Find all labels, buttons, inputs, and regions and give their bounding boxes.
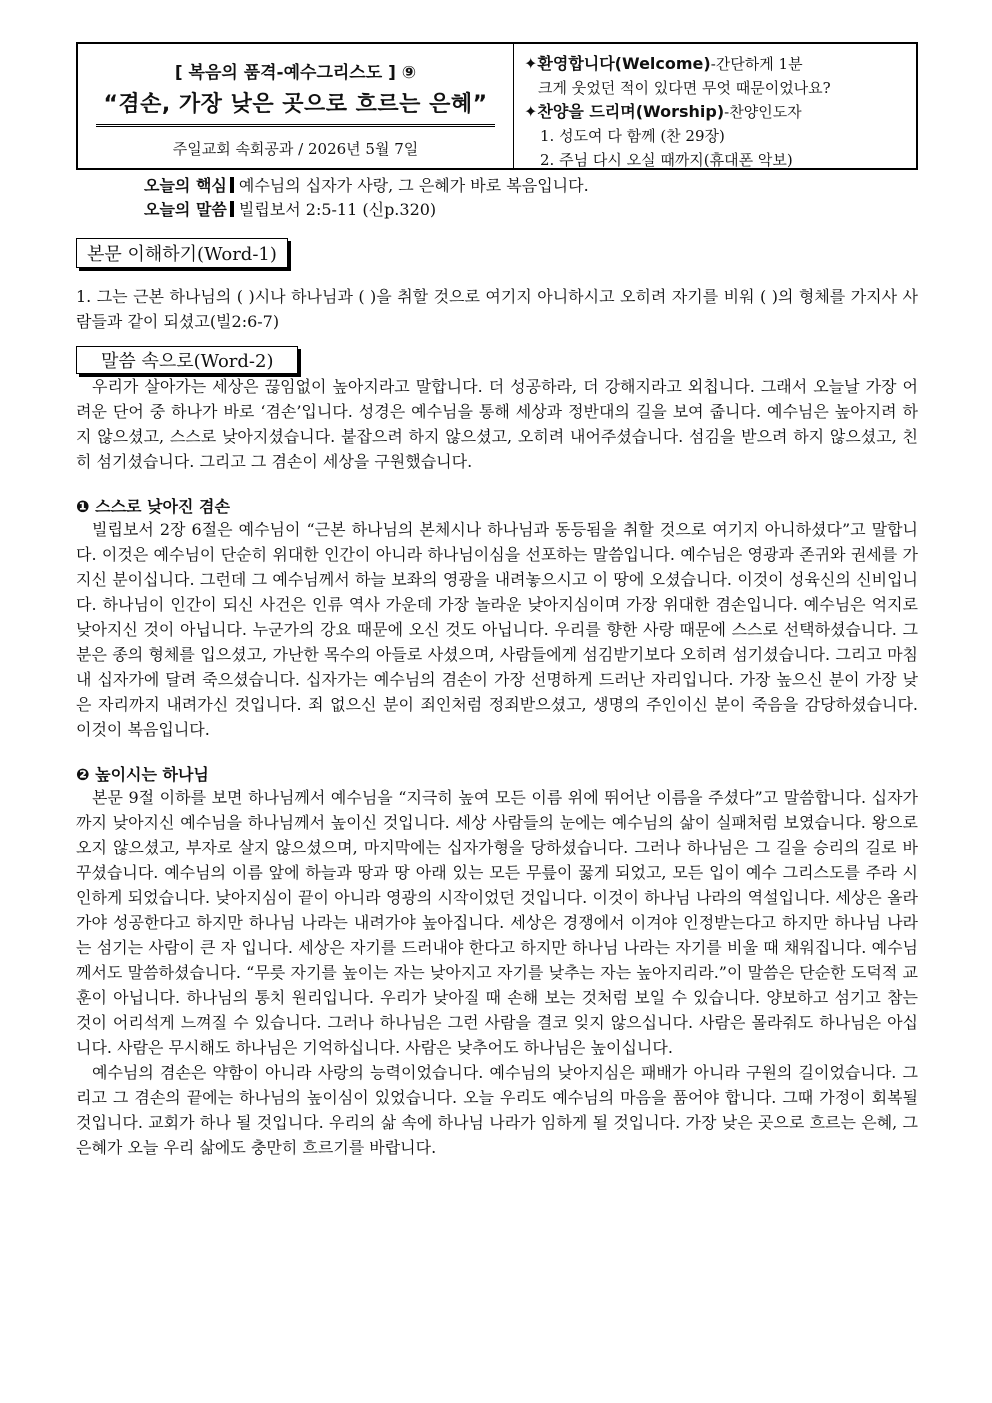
worship-line bbox=[524, 100, 916, 124]
section1-question: 1. 그는 근본 하나님의 ( )시나 하나님과 ( )을 취할 것으로 여기지 아니하시고 오히려 자기를 비워 ( )의 형체를 가지사 사람들과 같이 되셨고(빌2:6-7) bbox=[76, 287, 918, 331]
word-line bbox=[144, 198, 918, 222]
title-divider bbox=[96, 124, 495, 130]
header-box bbox=[76, 42, 918, 170]
worship-label: ✦찬양을 드리며(Worship) bbox=[524, 102, 725, 121]
word-text: 빌립보서 2:5-11 (신p.320) bbox=[238, 200, 437, 219]
section1-title: 본문 이해하기(Word-1) bbox=[76, 238, 288, 268]
point1-title: ❶ 스스로 낮아진 겸손 bbox=[76, 497, 230, 516]
lesson-title: “겸손, 가장 낮은 곳으로 흐르는 은혜” bbox=[103, 92, 488, 117]
point2-title: ❷ 높이시는 하나님 bbox=[76, 765, 209, 784]
lesson-page bbox=[76, 42, 918, 1160]
welcome-line bbox=[524, 52, 916, 76]
core-text: 예수님의 십자가 사랑, 그 은혜가 바로 복음입니다. bbox=[238, 176, 589, 195]
bar-marker bbox=[230, 177, 234, 193]
core-line bbox=[144, 174, 918, 198]
worship-sub: -찬양인도자 bbox=[724, 103, 802, 121]
section2-title: 말씀 속으로(Word-2) bbox=[76, 346, 298, 374]
header-program bbox=[514, 44, 916, 168]
core-summary bbox=[144, 174, 918, 222]
lesson-info: 주일교회 속회공과 / 2026년 5월 7일 bbox=[172, 140, 419, 158]
point1-paragraph: 빌립보서 2장 6절은 예수님이 “근본 하나님의 본체시나 하나님과 동등됨을 취할 것으로 여기지 아니하셨다”고 말합니다. 이것은 예수님이 단순히 위대한 인간이 아니라 하나님이심을 선포하는 말씀입니다. 예수님은 영광과 존귀와 권세를 가지신 분이십니다. 그런데 그 예수님께서 하늘 보좌의 영광을 내려놓으시고 이 땅에 오셨습니다. 이것이 성육신의 신비입니다. 하나님이 인간이 되신 사건은 인류 역사 가운데 가장 놀라운 낮아지심이며 가장 위대한 겸손입니다. 예수님은 억지로 낮아지신 것이 아닙니다. 누군가의 강요 때문에 오신 것도 아닙니다. 우리를 향한 사랑 때문에 스스로 선택하셨습니다. 그분은 종의 형체를 입으셨고, 가난한 목수의 아들로 사셨으며, 사람들에게 섬김받기보다 오히려 섬기셨습니다. 그리고 마침내 십자가에 달려 죽으셨습니다. 십자가는 예수님의 겸손이 가장 선명하게 드러난 자리입니다. 가장 높으신 분이 가장 낮은 자리까지 내려가신 것입니다. 죄 없으신 분이 죄인처럼 정죄받으셨고, 생명의 주인이신 분이 죽음을 감당하셨습니다. 이것이 복음입니다. bbox=[76, 520, 918, 739]
series-title: [ 복음의 품격-예수그리스도 ] ⑨ bbox=[174, 63, 417, 83]
conclusion-paragraph: 예수님의 겸손은 약함이 아니라 사랑의 능력이었습니다. 예수님의 낮아지심은 패배가 아니라 구원의 길이었습니다. 그리고 그 겸손의 끝에는 하나님의 높이심이 있었습니다. 오늘 우리도 예수님의 마음을 품어야 합니다. 그때 가정이 회복될 것입니다. 교회가 하나 될 것입니다. 우리의 삶 속에 하나님 나라가 임하게 될 것입니다. 가장 낮은 곳으로 흐르는 은혜, 그 은혜가 오늘 우리 삶에도 충만히 흐르기를 바랍니다. bbox=[76, 1063, 918, 1157]
welcome-label: ✦환영합니다(Welcome) bbox=[524, 54, 711, 73]
welcome-sub: -간단하게 1분 bbox=[710, 55, 803, 73]
word-label: 오늘의 말씀 bbox=[144, 200, 227, 219]
welcome-question: 크게 웃었던 적이 있다면 무엇 때문이었나요? bbox=[538, 79, 831, 97]
header-title-area bbox=[78, 44, 514, 168]
song-item: 2. 주님 다시 오실 때까지(휴대폰 악보) bbox=[540, 151, 793, 169]
point2-paragraph: 본문 9절 이하를 보면 하나님께서 예수님을 “지극히 높여 모든 이름 위에 뛰어난 이름을 주셨다”고 말씀합니다. 십자가까지 낮아지신 예수님을 하나님께서 높이신 것입니다. 세상 사람들의 눈에는 예수님의 삶이 실패처럼 보였습니다. 왕으로 오지 않으셨고, 부자로 살지 않으셨으며, 마지막에는 십자가형을 당하셨습니다. 그러나 하나님은 그 길을 승리의 길로 바꾸셨습니다. 예수님의 이름 앞에 하늘과 땅과 땅 아래 있는 모든 무릎이 꿇게 되었고, 모든 입이 예수 그리스도를 주라 시인하게 되었습니다. 낮아지심이 끝이 아니라 영광의 시작이었던 것입니다. 이것이 하나님 나라의 역설입니다. 세상은 올라가야 성공한다고 하지만 하나님 나라는 내려가야 높아집니다. 세상은 경쟁에서 이겨야 인정받는다고 하지만 하나님 나라는 섬기는 사람이 큰 자 입니다. 세상은 자기를 드러내야 한다고 하지만 하나님 나라는 자기를 비울 때 채워집니다. 예수님께서도 말씀하셨습니다. “무릇 자기를 높이는 자는 낮아지고 자기를 낮추는 자는 높아지리라.”이 말씀은 단순한 도덕적 교훈이 아닙니다. 하나님의 통치 원리입니다. 우리가 낮아질 때 손해 보는 것처럼 보일 수 있습니다. 양보하고 섬기고 참는 것이 어리석게 느껴질 수 있습니다. 그러나 하나님은 그런 사람을 결코 잊지 않으십니다. 사람은 몰라줘도 하나님은 아십니다. 사람은 무시해도 하나님은 기억하십니다. 사람은 낮추어도 하나님은 높이십니다. bbox=[76, 788, 918, 1057]
core-label: 오늘의 핵심 bbox=[144, 176, 227, 195]
song-item: 1. 성도여 다 함께 (찬 29장) bbox=[540, 127, 725, 145]
bar-marker bbox=[230, 201, 234, 217]
intro-paragraph: 우리가 살아가는 세상은 끊임없이 높아지라고 말합니다. 더 성공하라, 더 강해지라고 외칩니다. 그래서 오늘날 가장 어려운 단어 중 하나가 바로 ‘겸손’입니다. 성경은 예수님을 통해 세상과 정반대의 길을 보여 줍니다. 예수님은 높아지려 하지 않으셨고, 스스로 낮아지셨습니다. 붙잡으려 하지 않으셨고, 오히려 내어주셨습니다. 섬김을 받으려 하지 않으셨고, 친히 섬기셨습니다. 그리고 그 겸손이 세상을 구원했습니다. bbox=[76, 377, 918, 471]
